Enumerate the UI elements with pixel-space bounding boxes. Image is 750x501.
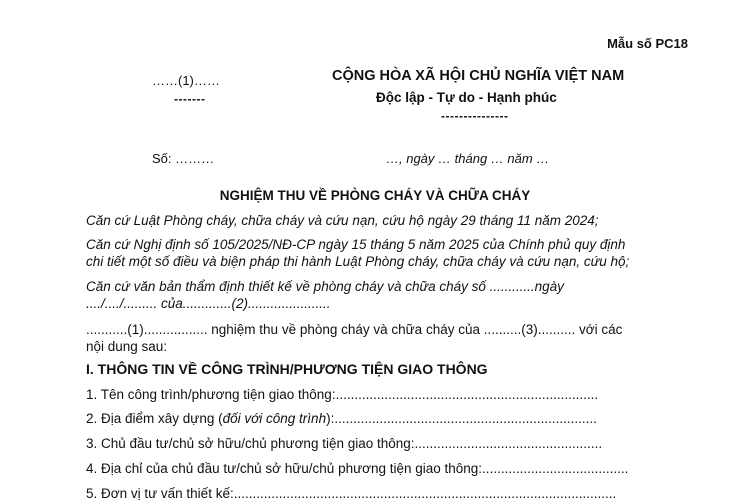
document-title: NGHIỆM THU VỀ PHÒNG CHÁY VÀ CHỮA CHÁY — [219, 188, 531, 203]
intro-line2: nội dung sau: — [86, 339, 168, 354]
document-number: Số: ……… — [152, 151, 215, 166]
preamble-decree-line1: Căn cứ Nghị định số 105/2025/NĐ-CP ngày 15 tháng 5 năm 2025 của Chính phủ quy định — [86, 237, 626, 252]
preamble-appraisal-line1: Căn cứ văn bản thẩm định thiết kế về phòng cháy và chữa cháy số ............ngày — [86, 279, 564, 294]
item2-prefix: 2. Địa điểm xây dựng ( — [86, 411, 223, 426]
nation-heading: CỘNG HÒA XÃ HỘI CHỦ NGHĨA VIỆT NAM — [332, 68, 625, 84]
preamble-law: Căn cứ Luật Phòng cháy, chữa cháy và cứu nạn, cứu hộ ngày 29 tháng 11 năm 2024; — [86, 213, 599, 228]
item-design-consultant: 5. Đơn vị tư vấn thiết kế:...................................................................................................... — [86, 486, 617, 501]
preamble-decree-line2: chi tiết một số điều và biện pháp thi hành Luật Phòng cháy, chữa cháy và cứu nạn, cứu hộ; — [86, 254, 630, 269]
motto-underline-dashes: --------------- — [441, 109, 509, 123]
item-investor-address: 4. Địa chỉ của chủ đầu tư/chủ sở hữu/chủ phương tiện giao thông:....................................... — [86, 461, 629, 476]
agency-placeholder: ……(1)…… — [152, 73, 220, 88]
item-project-name: 1. Tên công trình/phương tiện giao thông:...................................................................... — [86, 387, 599, 402]
item2-suffix: ):...................................................................... — [326, 411, 597, 426]
preamble-appraisal-line2: ..../..../......... của.............(2)...................... — [86, 296, 331, 311]
intro-line1: ...........(1)................. nghiệm thu về phòng cháy và chữa cháy của ..........(3).......... với các — [86, 322, 623, 337]
item-construction-location — [86, 411, 597, 426]
item-investor: 3. Chủ đầu tư/chủ sở hữu/chủ phương tiện giao thông:.................................................. — [86, 436, 603, 451]
agency-underline-dashes: ------- — [174, 92, 206, 106]
motto: Độc lập - Tự do - Hạnh phúc — [376, 90, 557, 105]
section1-heading: I. THÔNG TIN VỀ CÔNG TRÌNH/PHƯƠNG TIỆN GIAO THÔNG — [86, 361, 488, 377]
form-code: Mẫu số PC18 — [607, 36, 688, 51]
document-date: …, ngày … tháng … năm … — [386, 151, 550, 166]
item2-italic: đối với công trình — [222, 411, 327, 426]
